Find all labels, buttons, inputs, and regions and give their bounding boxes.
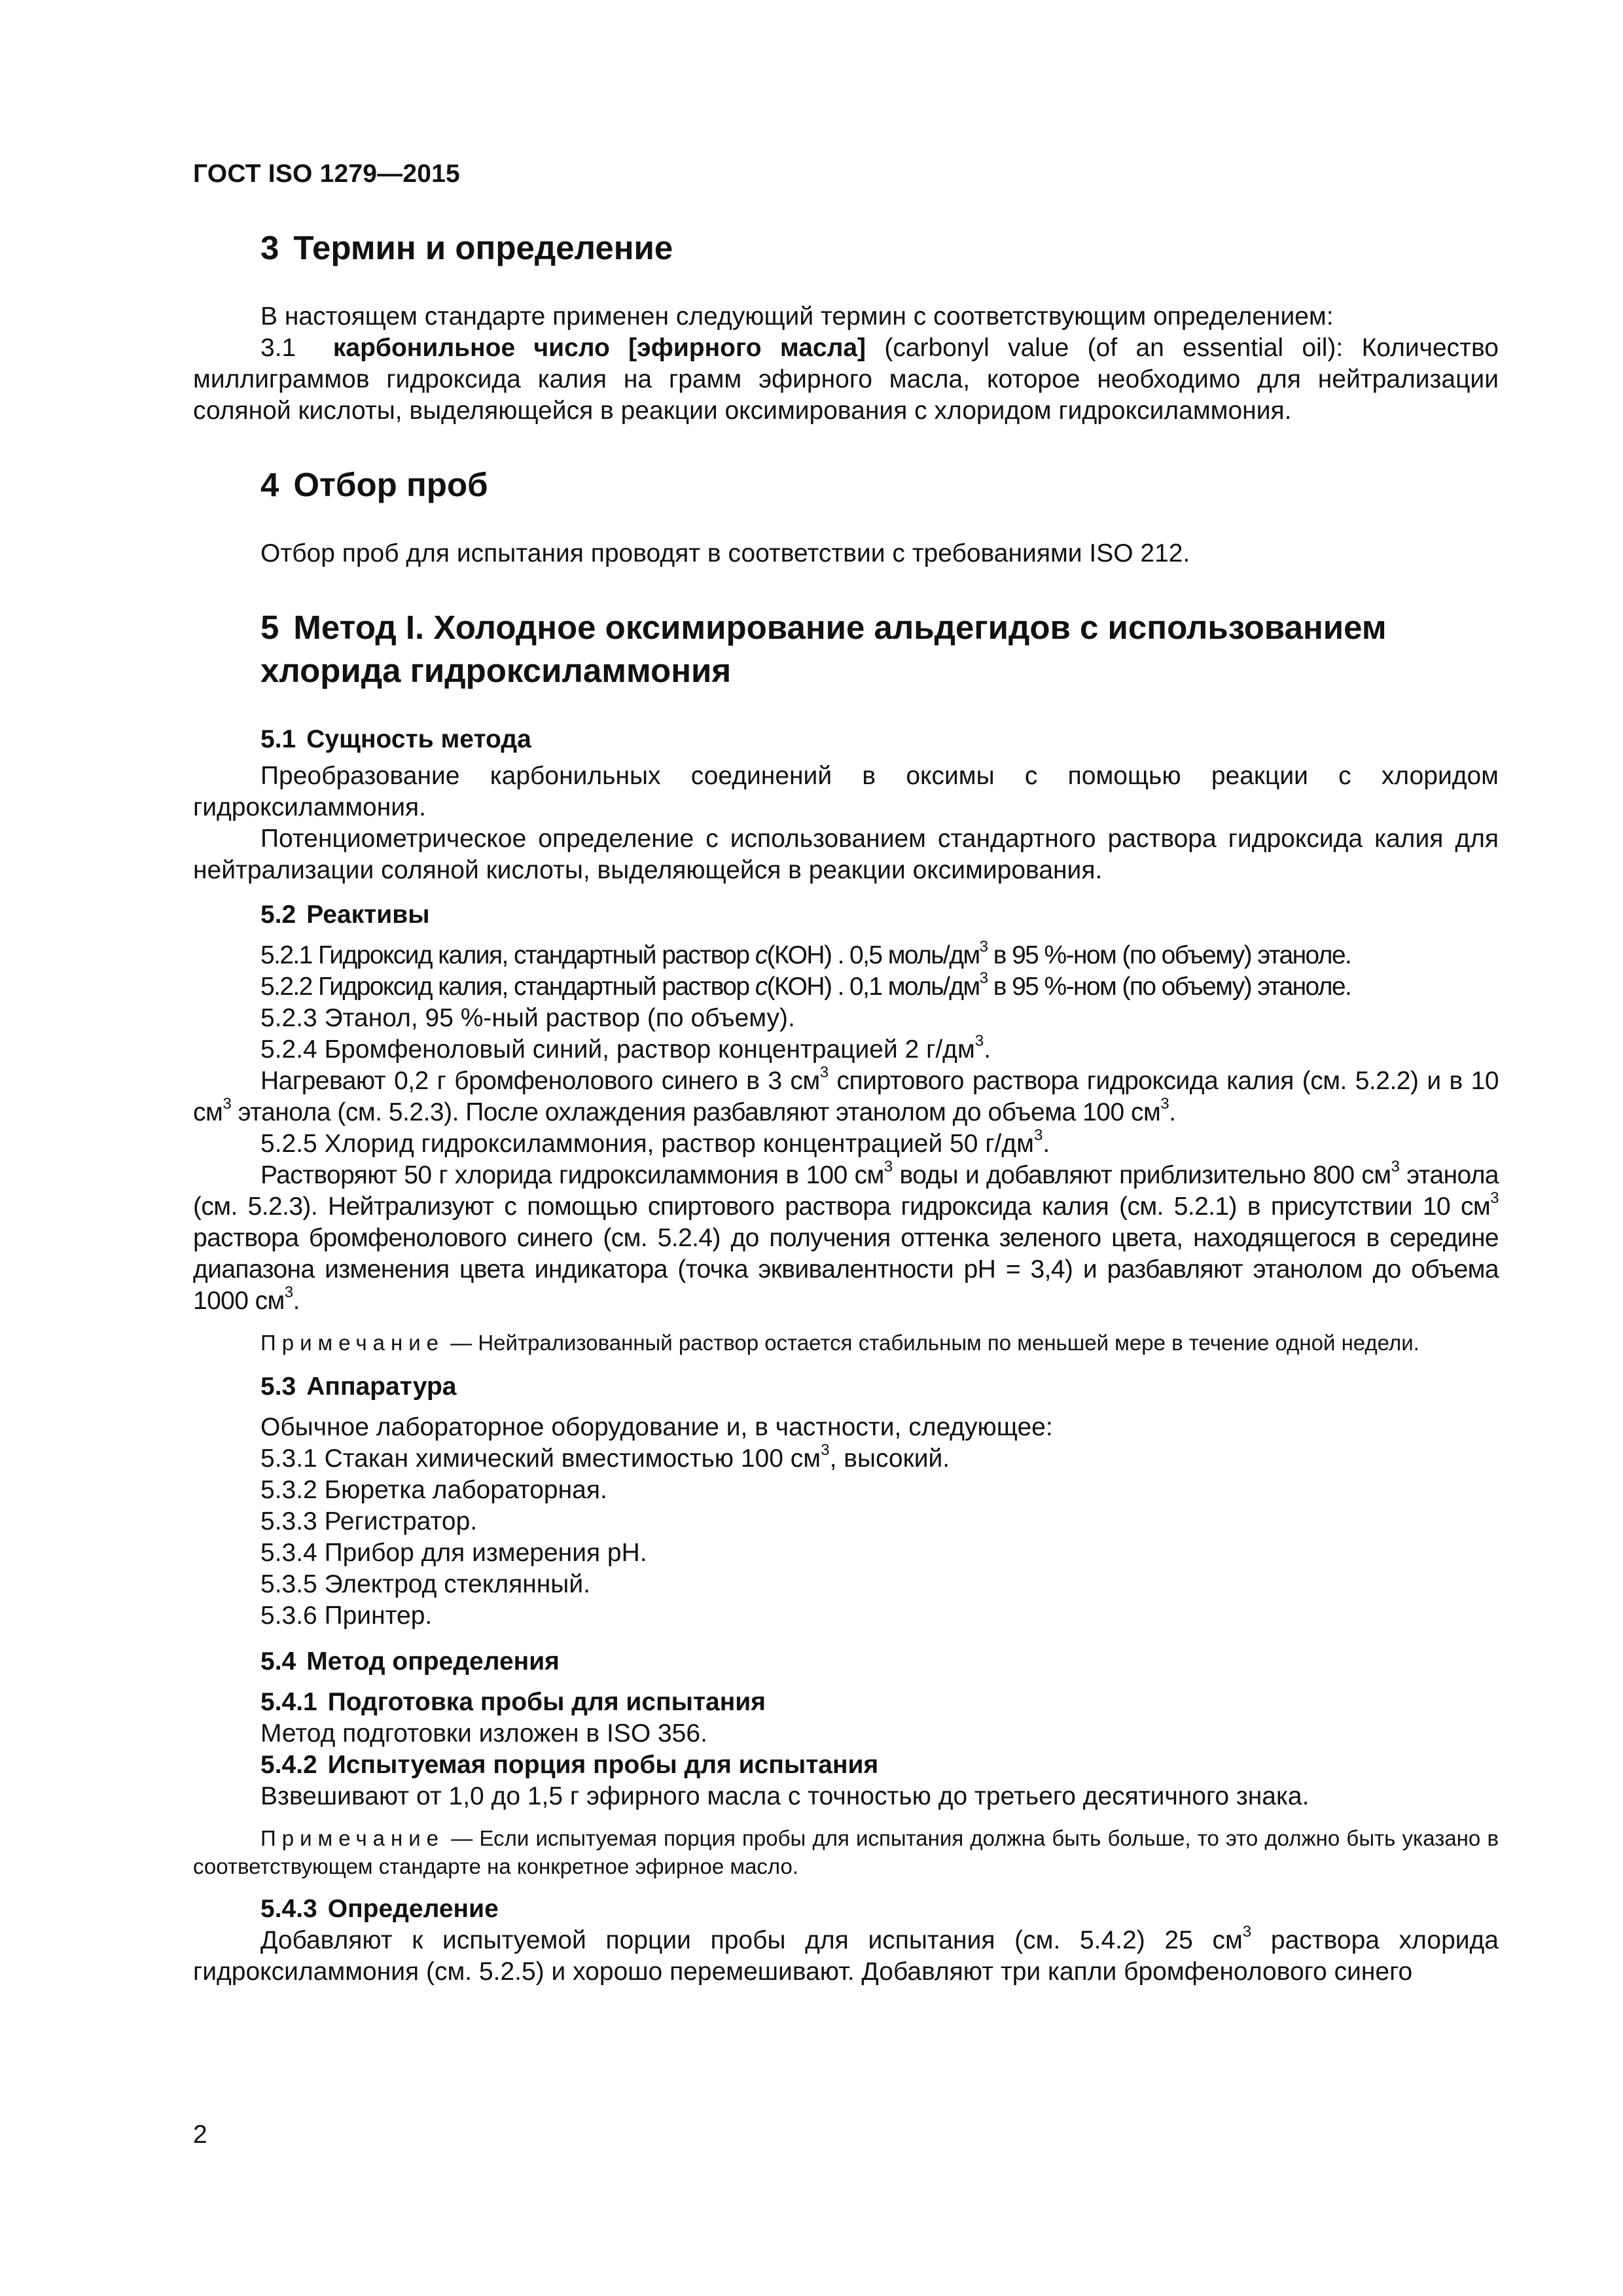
page-content (193, 226, 1499, 1988)
reagent-5-2-4: 5.2.4 Бромфеноловый синий, раствор концентрацией 2 $г/дм^3$. (260, 1031, 991, 1064)
reagent-5-2-2: 5.2.2 Гидроксид калия, стандартный раствор c(КОН) . 0,1 моль/$дм^3$ в 95 %-ном (по объему) этаноле. (260, 969, 1351, 1001)
subsection-5-2-heading (193, 899, 1499, 931)
subsection-title: Реактивы (306, 901, 430, 929)
note-text: — Если испытуемая порция пробы для испытания должна быть больше, то это должно быть указано в соответствующем стандарте на конкретное эфирное масло. (193, 1826, 1499, 1878)
paragraph: Растворяют 50 г хлорида гидроксиламмония в 100 $см^3$ воды и добавляют приблизительно 800 $см^3$ этанола (см. 5.2.3). Нейтрализуют с помощью спиртового раствора гидроксида калия (см. 5.2.1) в присутствии 10 $см^3$ раствора бромфенолового синего (см. 5.2.4) до получения оттенка зеленого цвета, находящегося в середине диапазона изменения цвета индикатора (точка эквивалентности pH = 3,4) и разбавляют этанолом до объема 1000 $см^3$. (193, 1157, 1499, 1315)
section-number: 3 (260, 229, 279, 266)
note (193, 1329, 1499, 1357)
paragraph: Взвешивают от 1,0 до 1,5 г эфирного масла с точностью до третьего десятичного знака. (260, 1782, 1310, 1810)
paragraph: В настоящем стандарте применен следующий термин с соответствующим определением: (260, 302, 1334, 331)
section-4-heading (193, 463, 1499, 507)
subsection-title: Испытуемая порция пробы для испытания (327, 1751, 879, 1779)
apparatus-5-3-6: 5.3.6 Принтер. (260, 1602, 433, 1630)
note-label: Примечание (260, 1826, 445, 1850)
subsection-number: 5.4 (260, 1647, 296, 1676)
subsection-title: Подготовка пробы для испытания (327, 1688, 766, 1716)
subsection-number: 5.4.2 (260, 1751, 317, 1779)
paragraph: Обычное лабораторное оборудование и, в частности, следующее: (260, 1413, 1053, 1441)
paragraph: Добавляют к испытуемой порции пробы для испытания (см. 5.4.2) 25 $см^3$ раствора хлорида гидроксиламмония (см. 5.2.5) и хорошо перемешивают. Добавляют три капли бромфенолового синего (193, 1922, 1499, 1986)
subsection-number: 5.4.1 (260, 1688, 317, 1716)
subsection-5-4-heading (193, 1646, 1499, 1677)
subsection-title: Метод определения (306, 1647, 560, 1676)
subsection-5-4-2-heading (193, 1749, 1499, 1781)
apparatus-5-3-2: 5.3.2 Бюретка лабораторная. (260, 1476, 607, 1504)
reagent-5-2-5: 5.2.5 Хлорид гидроксиламмония, раствор концентрацией 50 $г/дм^3$. (260, 1126, 1050, 1158)
reagent-5-2-3: 5.2.3 Этанол, 95 %-ный раствор (по объему). (260, 1004, 795, 1032)
apparatus-5-3-5: 5.3.5 Электрод стеклянный. (260, 1570, 590, 1598)
subsection-title: Сущность метода (306, 725, 531, 753)
paragraph: Отбор проб для испытания проводят в соответствии с требованиями ISO 212. (260, 539, 1190, 567)
note-label: Примечание (260, 1331, 445, 1355)
section-title: Термин и определение (293, 229, 673, 266)
term-name: карбонильное число [эфирного масла] (332, 334, 866, 362)
term-number: 3.1 (260, 334, 296, 362)
paragraph: Нагревают 0,2 г бромфенолового синего в 3 $см^3$ спиртового раствора гидроксида калия (см. 5.2.2) и в 10 $см^3$ этанола (см. 5.2.3). После охлаждения разбавляют этанолом до объема 100 $см^3$. (193, 1063, 1499, 1126)
section-number: 4 (260, 466, 279, 503)
paragraph: Преобразование карбонильных соединений в оксимы с помощью реакции с хлоридом гидроксиламмония. (193, 762, 1499, 821)
section-title: Метод I. Холодное оксимирование альдегидов с использованием хлорида гидроксиламмония (260, 609, 1387, 689)
apparatus-5-3-4: 5.3.4 Прибор для измерения pH. (260, 1539, 647, 1567)
term-definition (193, 332, 1499, 427)
apparatus-5-3-1: 5.3.1 Стакан химический вместимостью 100 $см^3$, высокий. (260, 1441, 950, 1473)
section-title: Отбор проб (293, 466, 488, 503)
term-text: (carbonyl value (of an essential oil): Количество миллиграммов гидроксида калия на грамм эфирного масла, которое необходимо для нейтрализации соляной кислоты, выделяющейся в реакции оксимирования с хлоридом гидроксиламмония. (193, 334, 1499, 425)
reagent-5-2-1: 5.2.1 Гидроксид калия, стандартный раствор c(КОН) . 0,5 моль/$дм^3$ в 95 %-ном (по объему) этаноле. (260, 937, 1351, 969)
paragraph: Потенциометрическое определение с использованием стандартного раствора гидроксида калия для нейтрализации соляной кислоты, выделяющейся в реакции оксимирования. (193, 825, 1499, 884)
apparatus-5-3-3: 5.3.3 Регистратор. (260, 1507, 478, 1535)
subsection-5-1-heading (193, 724, 1499, 755)
subsection-5-4-3-heading (193, 1893, 1499, 1925)
section-3-heading (193, 226, 1499, 270)
note (193, 1824, 1499, 1880)
subsection-number: 5.3 (260, 1372, 296, 1401)
subsection-number: 5.1 (260, 725, 296, 753)
subsection-title: Определение (327, 1895, 499, 1923)
section-5-heading (193, 606, 1499, 692)
subsection-5-3-heading (193, 1371, 1499, 1403)
section-number: 5 (260, 609, 279, 646)
standard-code: ГОСТ ISO 1279—2015 (193, 160, 460, 188)
subsection-number: 5.4.3 (260, 1895, 317, 1923)
subsection-title: Аппаратура (306, 1372, 457, 1401)
paragraph: Метод подготовки изложен в ISO 356. (260, 1719, 707, 1748)
note-text: — Нейтрализованный раствор остается стабильным по меньшей мере в течение одной недели. (444, 1331, 1419, 1355)
page-number: 2 (193, 2121, 207, 2149)
subsection-5-4-1-heading (193, 1687, 1499, 1718)
document-page (193, 0, 1499, 2296)
subsection-number: 5.2 (260, 901, 296, 929)
